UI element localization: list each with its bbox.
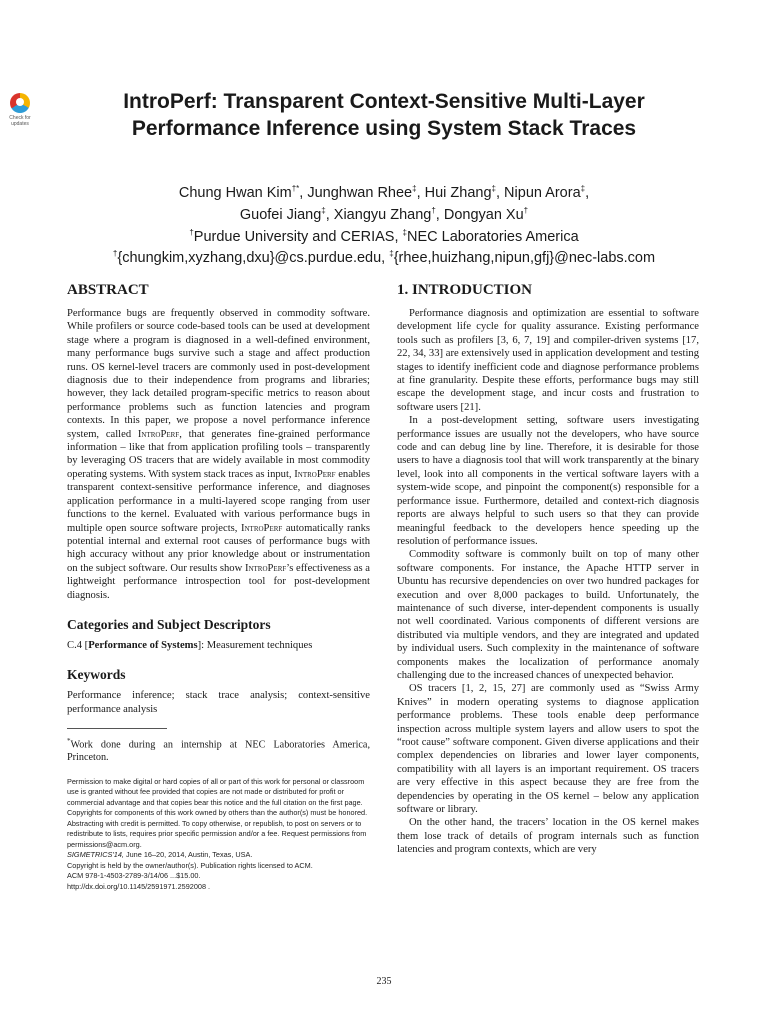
categories-heading: Categories and Subject Descriptors: [67, 616, 271, 632]
abstract-heading: ABSTRACT: [67, 282, 149, 298]
right-column: [397, 280, 699, 857]
crossmark-icon: [10, 93, 30, 113]
footnote: *Work done during an internship at NEC Laboratories America, Princeton.: [67, 737, 370, 764]
page-number: 235: [376, 976, 392, 987]
check-for-updates-badge[interactable]: [6, 93, 34, 127]
intro-paragraph-3: Commodity software is commonly built on top of many other software components. For instance, the Apache HTTP server in Ubuntu has recursive dependencies on over two hundred packages for execution and over 8,000 packages to build. Unfortunately, the maintenance of such diverse, inter-dependent components is usually not well coordinated. Various components of different versions are distributed via multiple vendors, and they are integrated and updated by individual users. Such complexity in the maintenance of software components makes the localization of performance anomaly challenging due to the increased chances of unexpected behavior.: [397, 549, 699, 681]
author-line-1: Chung Hwan Kim†*, Junghwan Rhee‡, Hui Zhang‡, Nipun Arora‡,: [178, 184, 590, 201]
author-block: [60, 180, 708, 267]
acm-isbn: ACM 978-1-4503-2789-3/14/06 ...$15.00.: [67, 871, 201, 881]
keywords-heading: Keywords: [67, 667, 126, 683]
footnote-divider: [67, 728, 167, 729]
badge-label: Check for updates: [9, 115, 31, 127]
copyright-line: Copyright is held by the owner/author(s). Publication rights licensed to ACM.: [67, 860, 313, 870]
keywords-text: Performance inference; stack trace analysis; context-sensitive performance analysis: [67, 690, 370, 715]
affiliations: †Purdue University and CERIAS, ‡NEC Laboratories America: [189, 227, 579, 245]
left-column: [67, 280, 370, 892]
intro-paragraph-1: Performance diagnosis and optimization are essential to software development life cycle for quality assurance. Existing performance tools such as profilers [3, 6, 7, 19] and compiler-driven systems [17, 22, 34, 33] are extensively used in application development and testing stages to identify inefficient code and diagnose performance problems at fine granularity. Despite these efforts, performance bugs may still escape the development stage, and incur costs and frustration to software users [21].: [397, 308, 699, 413]
author-line-2: Guofei Jiang‡, Xiangyu Zhang†, Dongyan Xu†: [239, 205, 529, 223]
intro-paragraph-2: In a post-development setting, software users investigating performance issues are usually not the developers, who have source code and can debug line by line. Therefore, it is desirable for those users to have a diagnosis tool that will work transparently at the binary level, look into all components in the vertical software layers with a system-wide scope, and pinpoint the component(s) responsible for a performance issue. Furthermore, detailed and context-rich diagnosis reports are always helpful to such users so that they can provide meaningful feedback to the developers hence speeding up the resolution of performance issues.: [397, 415, 699, 547]
intro-paragraph-4: OS tracers [1, 2, 15, 27] are commonly used as “Swiss Army Knives” in modern operating systems to diagnose application performance problems. These tools enable deep performance inspection across multiple system layers and allow users to spot the “root cause” software component. Given diverse applications and their complex dependencies on libraries and lower layer components, compatibility with all layers is an important requirement. OS tracers are very effective in this aspect because they are free from the dependencies by operating in the OS kernel – below any application software or library.: [397, 683, 699, 816]
permission-text: Permission to make digital or hard copies of all or part of this work for personal or classroom use is granted without fee provided that copies are not made or distributed for profit or commercial advantage and that copies bear this notice and the full citation on the first page. Copyrights for components of this work owned by others than the author(s) must be honored. Abstracting with credit is permitted. To copy otherwise, or republish, to post on servers or to redistribute to lists, requires prior specific permission and/or a fee. Request permissions from permissions@acm.org.: [67, 776, 368, 849]
abstract-text: Performance bugs are frequently observed in commodity software. While profilers or source code-based tools can be used at development stage where a program is diagnosed in a well-defined environment, many performance bugs survive such a stage and affect production runs. OS kernel-level tracers are commonly used in post-development diagnosis due to their independence from programs and libraries; however, they lack detailed program-specific metrics to reason about performance problems such as function latencies and program contexts. In this paper, we propose a novel performance inference system, called IntroPerf, that generates fine-grained performance information – like that from application profiling tools – transparently by leveraging OS tracers that are widely available in most commodity operating systems. With system stack traces as input, IntroPerf enables transparent context-sensitive performance inference, and diagnoses application performance in a multi-layered scope ranging from user functions to the kernel. Evaluated with various performance bugs in multiple open source software projects, IntroPerf automatically ranks potential internal and external root causes of performance bugs with high accuracy without any prior knowledge about or instrumentation on the subject software. Our results show IntroPerf’s effectiveness as a lightweight performance introspection tool for post-development diagnosis.: [67, 308, 370, 601]
conference-info: SIGMETRICS'14, June 16–20, 2014, Austin, Texas, USA.: [67, 850, 253, 860]
paper-title: IntroPerf: Transparent Context-Sensitive Multi-Layer Performance Inference using System Stack Traces: [123, 90, 645, 140]
introduction-heading: 1. INTRODUCTION: [397, 282, 533, 298]
categories-text: C.4 [Performance of Systems]: Measurement techniques: [67, 639, 313, 651]
permission-block: [67, 777, 370, 893]
doi-link[interactable]: http://dx.doi.org/10.1145/2591971.2592008 .: [67, 881, 211, 891]
emails: †{chungkim,xyzhang,dxu}@cs.purdue.edu, ‡{rhee,huizhang,nipun,gfj}@nec-labs.com: [112, 249, 656, 267]
intro-paragraph-5: On the other hand, the tracers’ location in the OS kernel makes them lose track of details of program internals such as function latencies and program contexts, which are very: [397, 817, 699, 856]
